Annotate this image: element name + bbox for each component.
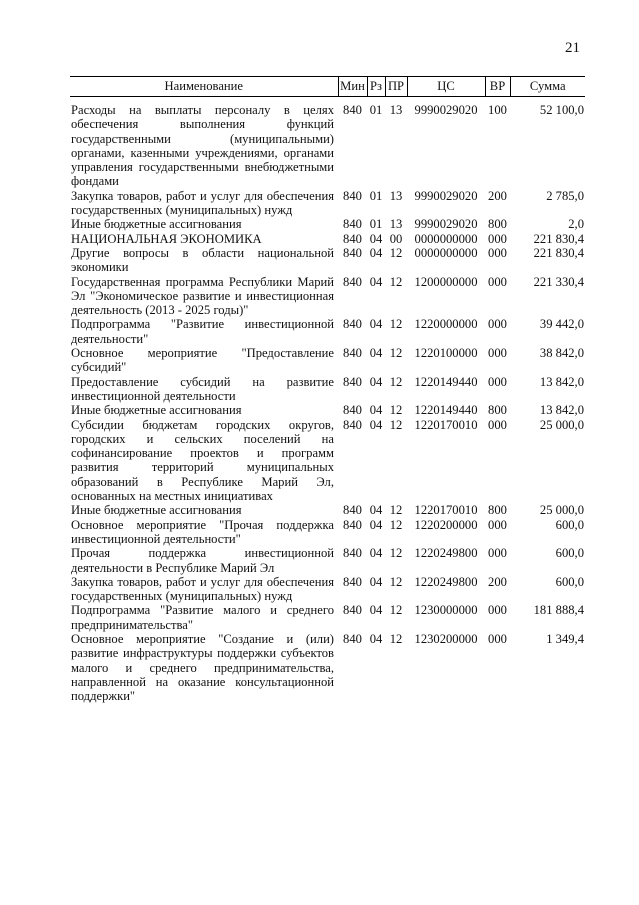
cell-min: 840	[343, 631, 362, 646]
cell-name: Закупка товаров, работ и услуг для обеспечения государственных (муниципальных) нужд	[71, 188, 334, 218]
cell-vr: 000	[488, 374, 507, 389]
cell-name: Основное мероприятие "Предоставление субсидий"	[71, 346, 334, 375]
cell-min: 840	[343, 188, 362, 203]
cell-pr: 13	[389, 217, 403, 232]
cell-min: 840	[343, 574, 362, 589]
cell-pr: 12	[389, 546, 403, 561]
cell-rz: 04	[369, 417, 383, 432]
table-body	[70, 97, 585, 704]
cell-vr: 000	[488, 346, 507, 361]
cell-sum: 2,0	[568, 217, 584, 232]
cell-cs: 9990029020	[414, 103, 478, 117]
header-rz: Рз	[367, 77, 385, 97]
cell-vr: 000	[488, 603, 507, 618]
cell-vr: 000	[488, 517, 507, 532]
table-row	[70, 189, 585, 218]
cell-rz: 04	[369, 574, 383, 589]
cell-pr: 13	[389, 103, 403, 117]
header-pr: ПР	[385, 77, 407, 97]
cell-name: Иные бюджетные ассигнования	[71, 403, 242, 418]
table-row	[70, 546, 585, 575]
cell-vr: 000	[488, 274, 507, 289]
cell-rz: 04	[369, 274, 383, 289]
cell-min: 840	[343, 546, 362, 561]
cell-name: Государственная программа Республики Марий Эл "Экономическое развитие и инвестиционная деятельность (2013 - 2025 годы)"	[71, 274, 334, 318]
cell-name: Основное мероприятие "Прочая поддержка инвестиционной деятельности"	[71, 517, 334, 546]
cell-rz: 01	[369, 217, 383, 232]
cell-sum: 25 000,0	[539, 417, 584, 432]
cell-vr: 000	[488, 245, 507, 260]
cell-cs: 1220149440	[414, 374, 478, 389]
header-name: Наименование	[70, 77, 338, 97]
cell-name: НАЦИОНАЛЬНАЯ ЭКОНОМИКА	[71, 231, 262, 246]
table-header	[70, 77, 585, 97]
cell-pr: 12	[389, 603, 403, 618]
header-min: Мин	[338, 77, 367, 97]
cell-name: Расходы на выплаты персоналу в целях обеспечения выполнения функций государственными (муниципальными) органами, казенными учреждениями, органами управления государственными внебюджетными фондами	[71, 103, 334, 189]
table-row	[70, 418, 585, 504]
cell-min: 840	[343, 403, 362, 418]
cell-name: Субсидии бюджетам городских округов, городских и сельских поселений на софинансирование проектов и программ развития территорий муниципальных образований в Республике Марий Эл, основанных на местных инициативах	[71, 417, 334, 504]
cell-pr: 13	[389, 188, 403, 203]
table-row	[70, 575, 585, 604]
cell-rz: 04	[369, 317, 383, 332]
table-row	[70, 217, 585, 231]
cell-min: 840	[343, 317, 362, 332]
cell-min: 840	[343, 274, 362, 289]
cell-min: 840	[343, 417, 362, 432]
cell-cs: 1230000000	[414, 603, 478, 618]
cell-sum: 2 785,0	[546, 188, 584, 203]
cell-cs: 9990029020	[414, 217, 478, 232]
cell-vr: 800	[488, 403, 507, 418]
cell-name: Основное мероприятие "Создание и (или) развитие инфраструктуры поддержки субъектов малого и среднего предпринимательства, направленной на оказание консультационной поддержки"	[71, 631, 334, 704]
cell-min: 840	[343, 374, 362, 389]
cell-name: Закупка товаров, работ и услуг для обеспечения государственных (муниципальных) нужд	[71, 574, 334, 604]
cell-vr: 800	[488, 217, 507, 232]
cell-sum: 13 842,0	[539, 403, 584, 418]
cell-name: Подпрограмма "Развитие малого и среднего предпринимательства"	[71, 603, 334, 632]
cell-min: 840	[343, 603, 362, 618]
cell-rz: 04	[369, 603, 383, 618]
cell-pr: 12	[389, 317, 403, 332]
cell-pr: 12	[389, 374, 403, 389]
cell-cs: 1200000000	[414, 274, 478, 289]
cell-cs: 1220249800	[414, 546, 478, 561]
cell-min: 840	[343, 231, 362, 246]
cell-cs: 1220170010	[414, 417, 478, 432]
cell-name: Иные бюджетные ассигнования	[71, 217, 242, 232]
cell-vr: 200	[488, 188, 507, 203]
cell-sum: 181 888,4	[533, 603, 584, 618]
cell-min: 840	[343, 346, 362, 361]
cell-cs: 0000000000	[414, 245, 478, 260]
cell-cs: 1220170010	[414, 503, 478, 518]
cell-min: 840	[343, 245, 362, 260]
cell-vr: 000	[488, 231, 507, 246]
cell-name: Иные бюджетные ассигнования	[71, 503, 242, 518]
cell-name: Прочая поддержка инвестиционной деятельности в Республике Марий Эл	[71, 546, 334, 575]
cell-rz: 04	[369, 517, 383, 532]
cell-min: 840	[343, 503, 362, 518]
cell-cs: 1220000000	[414, 317, 478, 332]
cell-pr: 12	[389, 517, 403, 532]
cell-pr: 12	[389, 245, 403, 260]
cell-pr: 12	[389, 503, 403, 518]
cell-vr: 000	[488, 417, 507, 432]
cell-rz: 04	[369, 374, 383, 389]
cell-pr: 12	[389, 403, 403, 418]
cell-pr: 12	[389, 417, 403, 432]
table-row	[70, 275, 585, 318]
cell-min: 840	[343, 517, 362, 532]
cell-vr: 100	[488, 103, 507, 117]
cell-min: 840	[343, 103, 362, 117]
table-row	[70, 317, 585, 346]
cell-rz: 04	[369, 631, 383, 646]
table-row	[70, 346, 585, 375]
cell-sum: 13 842,0	[539, 374, 584, 389]
cell-sum: 600,0	[555, 517, 584, 532]
table-row	[70, 375, 585, 404]
cell-rz: 04	[369, 546, 383, 561]
header-cs: ЦС	[407, 77, 485, 97]
page-number: 21	[565, 40, 580, 56]
cell-vr: 000	[488, 546, 507, 561]
table-row	[70, 603, 585, 632]
cell-sum: 221 330,4	[533, 274, 584, 289]
cell-sum: 600,0	[555, 546, 584, 561]
table-row	[70, 97, 585, 189]
cell-rz: 04	[369, 245, 383, 260]
cell-sum: 221 830,4	[533, 245, 584, 260]
cell-name: Предоставление субсидий на развитие инвестиционной деятельности	[71, 374, 334, 403]
cell-vr: 000	[488, 631, 507, 646]
cell-pr: 12	[389, 574, 403, 589]
table-row	[70, 403, 585, 417]
cell-min: 840	[343, 217, 362, 232]
cell-sum: 52 100,0	[539, 103, 584, 117]
cell-name: Подпрограмма "Развитие инвестиционной деятельности"	[71, 317, 334, 346]
cell-rz: 04	[369, 346, 383, 361]
cell-cs: 1220249800	[414, 574, 478, 589]
cell-cs: 1220100000	[414, 346, 478, 361]
cell-rz: 04	[369, 231, 383, 246]
cell-cs: 9990029020	[414, 188, 478, 203]
cell-sum: 38 842,0	[539, 346, 584, 361]
cell-pr: 12	[389, 631, 403, 646]
cell-name: Другие вопросы в области национальной экономики	[71, 245, 334, 275]
cell-pr: 12	[389, 346, 403, 361]
cell-cs: 0000000000	[414, 231, 478, 246]
table-row	[70, 232, 585, 246]
cell-vr: 200	[488, 574, 507, 589]
table-row	[70, 246, 585, 275]
cell-pr: 00	[389, 231, 403, 246]
cell-sum: 1 349,4	[546, 631, 584, 646]
cell-cs: 1220149440	[414, 403, 478, 418]
cell-rz: 04	[369, 503, 383, 518]
cell-sum: 221 830,4	[533, 231, 584, 246]
cell-rz: 01	[369, 188, 383, 203]
table-row	[70, 632, 585, 703]
budget-table	[70, 76, 585, 703]
header-vr: ВР	[485, 77, 510, 97]
cell-pr: 12	[389, 274, 403, 289]
cell-cs: 1230200000	[414, 631, 478, 646]
cell-cs: 1220200000	[414, 517, 478, 532]
cell-sum: 39 442,0	[539, 317, 584, 332]
cell-rz: 04	[369, 403, 383, 418]
cell-rz: 01	[369, 103, 383, 117]
cell-vr: 000	[488, 317, 507, 332]
header-sum: Сумма	[510, 77, 585, 97]
table-row	[70, 518, 585, 547]
cell-sum: 25 000,0	[539, 503, 584, 518]
table-row	[70, 503, 585, 517]
cell-vr: 800	[488, 503, 507, 518]
cell-sum: 600,0	[555, 574, 584, 589]
